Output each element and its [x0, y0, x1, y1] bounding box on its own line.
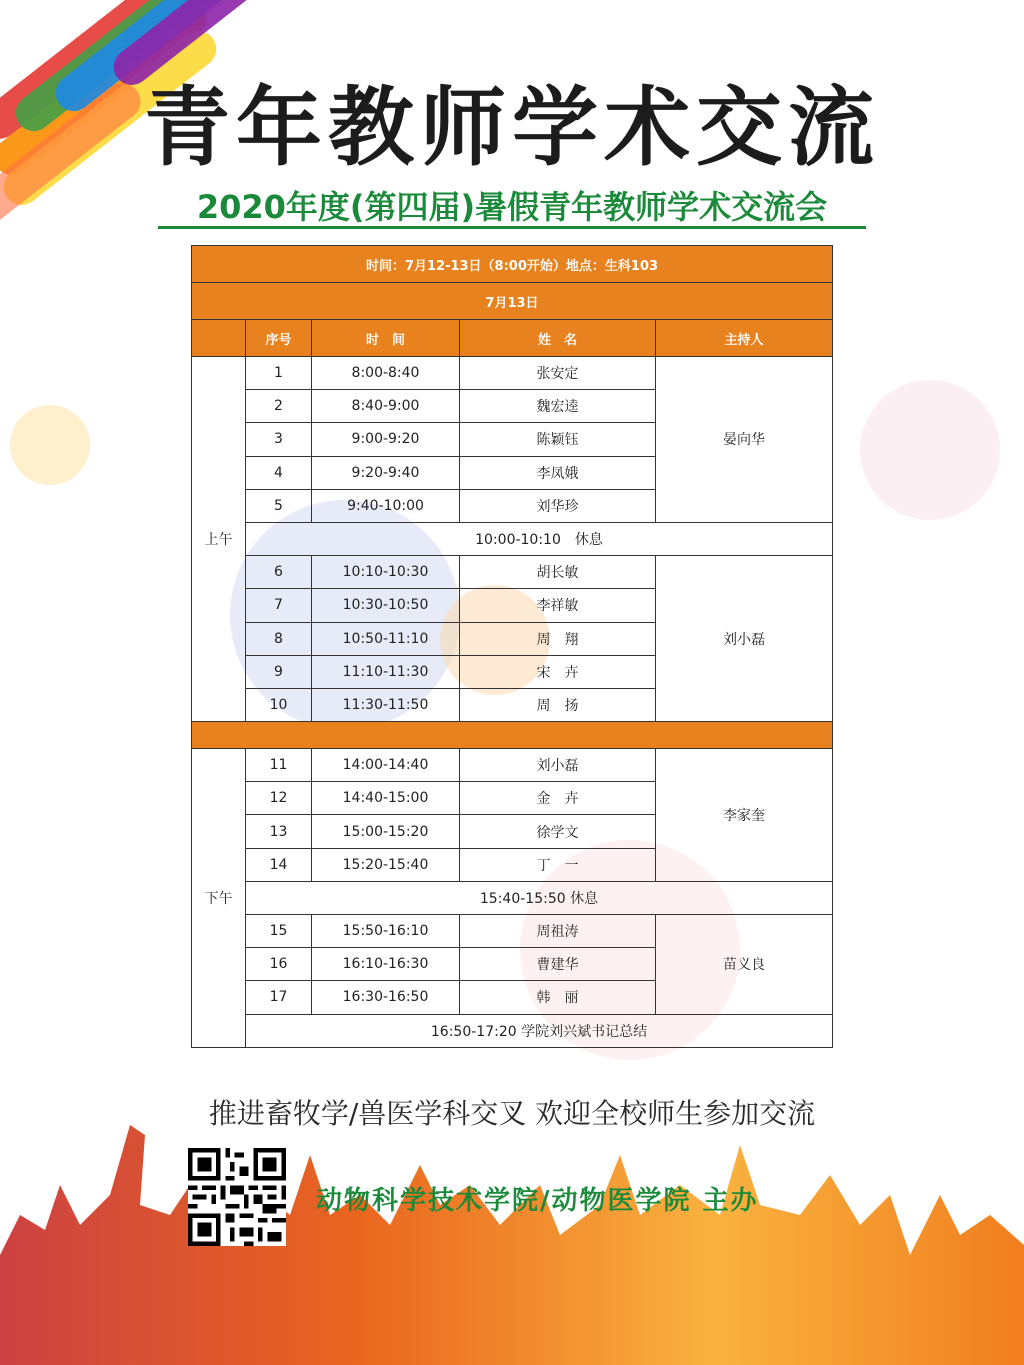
period-afternoon: 下午 [192, 749, 246, 1048]
row-name: 金 卉 [460, 782, 656, 815]
host-cell: 晏向华 [656, 357, 833, 523]
page-subtitle: 2020年度(第四届)暑假青年教师学术交流会 [196, 188, 828, 226]
row-time: 10:30-10:50 [312, 589, 460, 622]
row-time: 9:00-9:20 [312, 423, 460, 456]
row-no: 10 [246, 688, 312, 721]
lunch-divider [192, 722, 833, 749]
row-time: 14:00-14:40 [312, 749, 460, 782]
row-time: 11:10-11:30 [312, 655, 460, 688]
row-name: 刘小磊 [460, 749, 656, 782]
row-name: 刘华珍 [460, 489, 656, 522]
row-name: 周 扬 [460, 688, 656, 721]
host-cell: 刘小磊 [656, 556, 833, 722]
qr-code-icon[interactable] [188, 1148, 286, 1246]
row-time: 8:40-9:00 [312, 390, 460, 423]
row-no: 5 [246, 489, 312, 522]
no-header: 序号 [246, 320, 312, 357]
row-name: 胡长敏 [460, 556, 656, 589]
column-header-row [192, 320, 833, 357]
time-header: 时 间 [312, 320, 460, 357]
period-header [192, 320, 246, 357]
lunch-divider-row [192, 722, 833, 749]
break-row [192, 522, 833, 555]
row-time: 10:50-11:10 [312, 622, 460, 655]
row-no: 13 [246, 815, 312, 848]
table-row [192, 556, 833, 589]
row-no: 14 [246, 848, 312, 881]
row-name: 周祖涛 [460, 915, 656, 948]
row-no: 2 [246, 390, 312, 423]
period-morning: 上午 [192, 357, 246, 722]
row-no: 6 [246, 556, 312, 589]
host-cell: 苗义良 [656, 915, 833, 1015]
host-cell: 李家奎 [656, 749, 833, 882]
row-time: 16:30-16:50 [312, 981, 460, 1014]
slogan: 推进畜牧学/兽医学科交叉 欢迎全校师生参加交流 [208, 1097, 816, 1130]
event-date: 7月13日 [192, 283, 833, 320]
row-name: 李凤娥 [460, 456, 656, 489]
row-no: 16 [246, 948, 312, 981]
event-info: 时间：7月12-13日（8:00开始）地点：生科103 [192, 246, 833, 283]
row-no: 11 [246, 749, 312, 782]
row-name: 张安定 [460, 357, 656, 390]
row-time: 15:00-15:20 [312, 815, 460, 848]
row-no: 7 [246, 589, 312, 622]
row-time: 15:20-15:40 [312, 848, 460, 881]
row-time: 11:30-11:50 [312, 688, 460, 721]
row-no: 4 [246, 456, 312, 489]
row-no: 8 [246, 622, 312, 655]
break-row [192, 881, 833, 914]
row-name: 韩 丽 [460, 981, 656, 1014]
row-time: 14:40-15:00 [312, 782, 460, 815]
row-time: 9:40-10:00 [312, 489, 460, 522]
closing-summary: 16:50-17:20 学院刘兴斌书记总结 [246, 1014, 833, 1047]
table-row [192, 357, 833, 390]
row-no: 1 [246, 357, 312, 390]
row-no: 3 [246, 423, 312, 456]
organizer: 动物科学技术学院/动物医学院 主办 [316, 1186, 759, 1216]
closing-row [192, 1014, 833, 1047]
row-time: 9:20-9:40 [312, 456, 460, 489]
break-afternoon: 15:40-15:50 休息 [246, 881, 833, 914]
date-row [192, 283, 833, 320]
row-time: 16:10-16:30 [312, 948, 460, 981]
row-name: 宋 卉 [460, 655, 656, 688]
row-name: 陈颖钰 [460, 423, 656, 456]
page-title: 青年教师学术交流 [144, 78, 880, 178]
name-header: 姓 名 [460, 320, 656, 357]
row-name: 周 翔 [460, 622, 656, 655]
schedule-table [191, 245, 833, 1048]
break-morning: 10:00-10:10 休息 [246, 522, 833, 555]
row-name: 徐学文 [460, 815, 656, 848]
row-name: 魏宏逵 [460, 390, 656, 423]
host-header: 主持人 [656, 320, 833, 357]
table-row [192, 915, 833, 948]
row-time: 8:00-8:40 [312, 357, 460, 390]
row-no: 17 [246, 981, 312, 1014]
row-time: 10:10-10:30 [312, 556, 460, 589]
row-name: 曹建华 [460, 948, 656, 981]
subtitle-underline [158, 226, 866, 229]
row-time: 15:50-16:10 [312, 915, 460, 948]
row-no: 9 [246, 655, 312, 688]
table-row [192, 749, 833, 782]
info-row [192, 246, 833, 283]
row-no: 12 [246, 782, 312, 815]
row-name: 丁 一 [460, 848, 656, 881]
row-name: 李祥敏 [460, 589, 656, 622]
row-no: 15 [246, 915, 312, 948]
